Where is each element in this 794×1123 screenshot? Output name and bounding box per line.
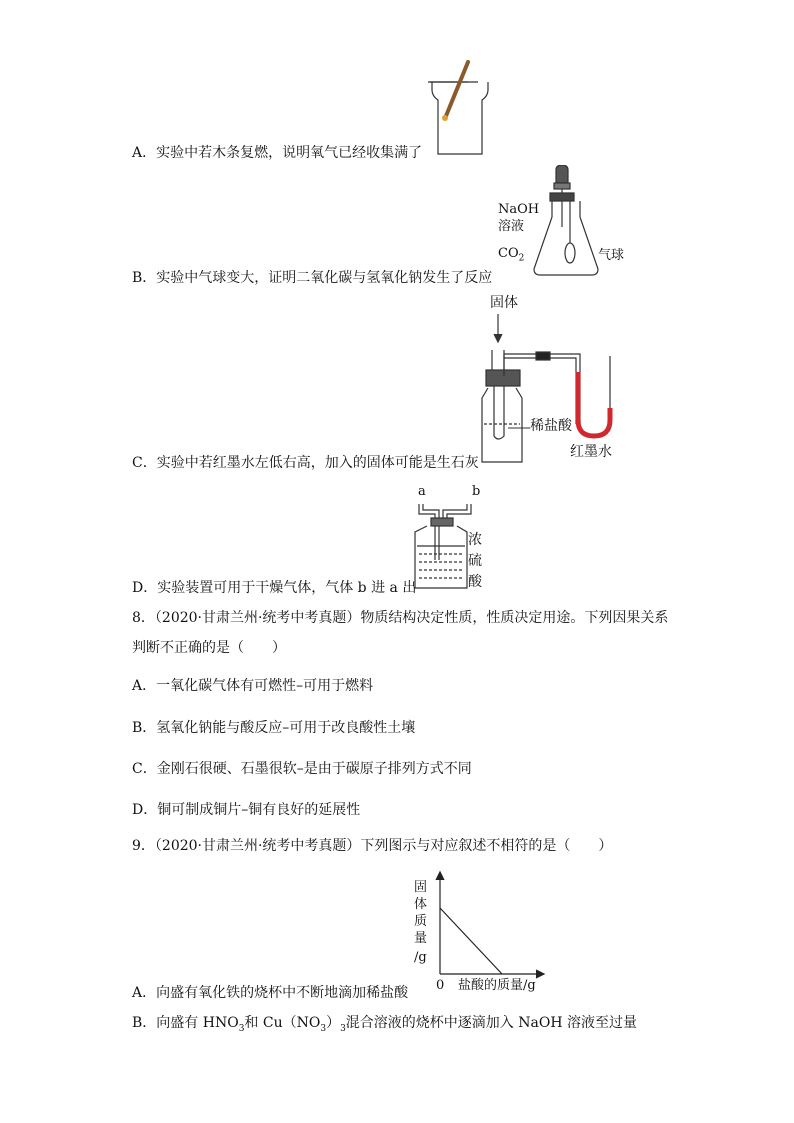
balloon-label: 气球: [598, 248, 625, 263]
option-7a: A．实验中若木条复燃，说明氧气已经收集满了: [132, 145, 423, 161]
graph-origin: 0: [436, 978, 445, 993]
conc-sulfuric-label-2: 硫: [468, 553, 482, 569]
y-label-3: 质: [414, 914, 428, 929]
naoh-label: NaOH: [498, 202, 540, 217]
y-label-5: /g: [414, 950, 427, 965]
option-7c: C．实验中若红墨水左低右高，加入的固体可能是生石灰: [132, 455, 479, 471]
option-8c: C．金刚石很硬、石墨很软–是由于碳原子排列方式不同: [132, 761, 472, 777]
option-7b: B．实验中气球变大，证明二氧化碳与氢氧化钠发生了反应: [132, 270, 493, 286]
option-8a: A．一氧化碳气体有可燃性–可用于燃料: [132, 678, 374, 694]
tube-b-label: b: [472, 484, 481, 499]
option-9a: A．向盛有氧化铁的烧杯中不断地滴加稀盐酸: [132, 985, 409, 1001]
x-axis-label: 盐酸的质量/g: [458, 978, 536, 993]
dilute-hcl-label: 稀盐酸: [530, 418, 572, 434]
q9-graph: [430, 868, 550, 980]
red-ink-label: 红墨水: [570, 444, 612, 460]
co2-label: $CO_2$: [498, 246, 525, 264]
option-8b: B．氢氧化钠能与酸反应–可用于改良酸性土壤: [132, 720, 416, 736]
tube-a-label: a: [418, 484, 426, 499]
solid-label: 固体: [490, 295, 518, 311]
q9-stem: 9．（2020·甘肃兰州·统考中考真题）下列图示与对应叙述不相符的是（ ）: [132, 838, 613, 854]
option-7d: D．实验装置可用于干燥气体，气体 b 进 a 出: [132, 580, 417, 596]
y-label-4: 量: [414, 931, 428, 946]
q8-stem-line-1: 8．（2020·甘肃兰州·统考中考真题）物质结构决定性质，性质决定用途。下列因果关系: [132, 610, 669, 626]
option-9b: B．向盛有 $HNO_3$和 $Cu(NO_3)_3$混合溶液的烧杯中逐滴加入 NaOH 溶液至过量: [132, 1015, 637, 1034]
figure-a-bottle-splint: [420, 60, 490, 160]
y-label-2: 体: [414, 897, 428, 912]
solution-label: 溶液: [498, 219, 525, 234]
conc-sulfuric-label-1: 浓: [468, 532, 482, 548]
mass-line: [440, 908, 502, 974]
q8-stem-line-2: 判断不正确的是（ ）: [132, 640, 286, 656]
conc-sulfuric-label-3: 酸: [468, 574, 482, 590]
y-label-1: 固: [414, 880, 428, 895]
option-8d: D．铜可制成铜片–铜有良好的延展性: [132, 802, 361, 818]
